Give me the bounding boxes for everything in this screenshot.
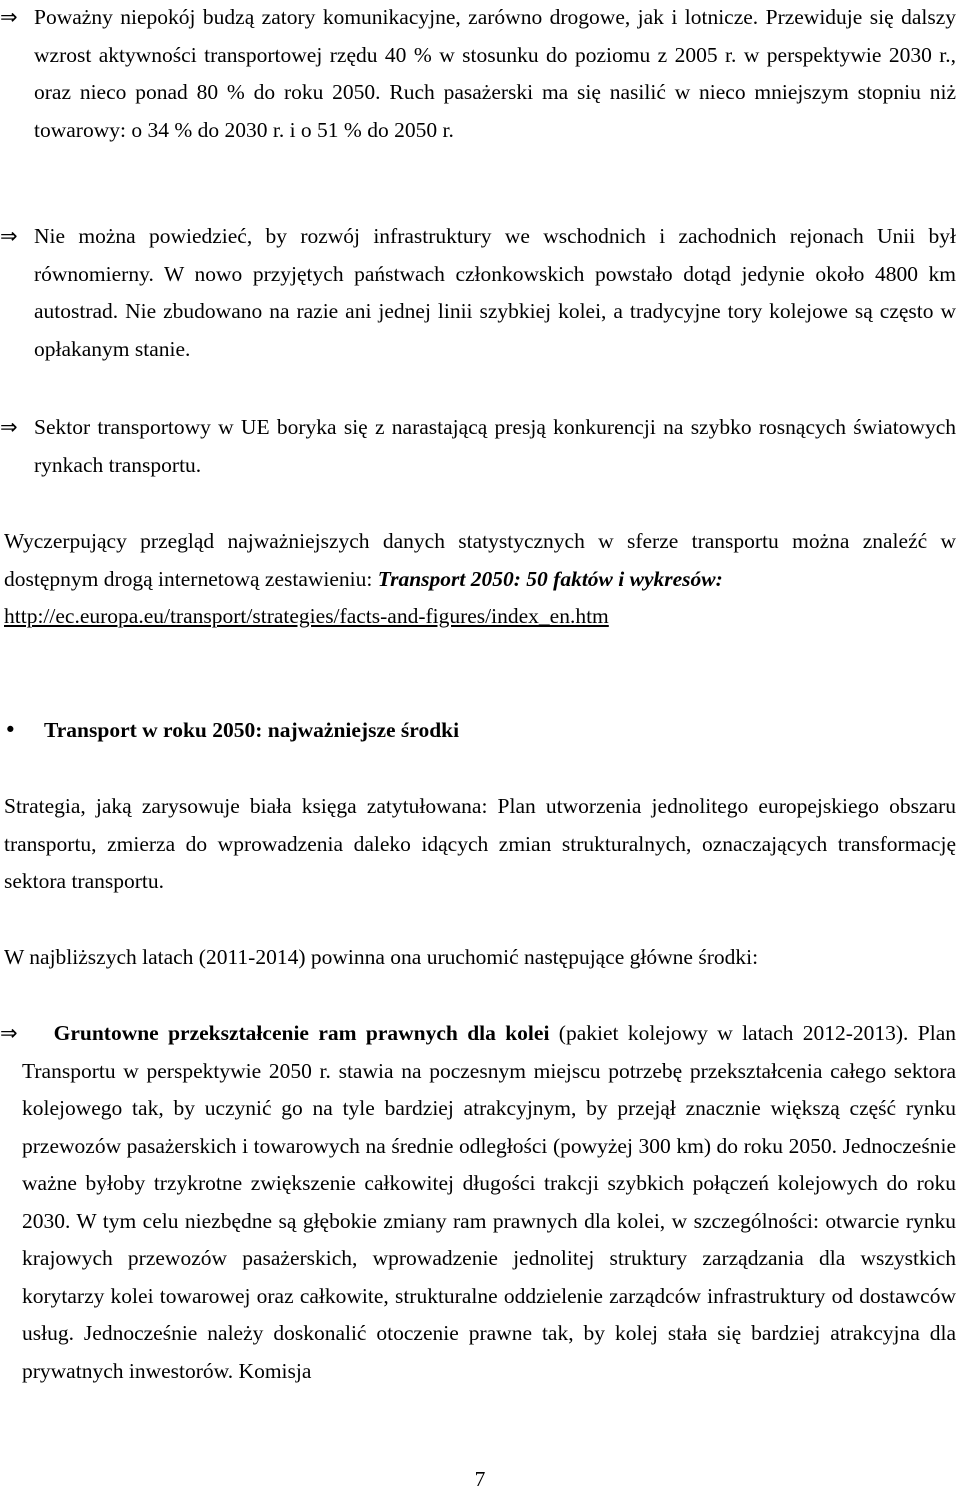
overview-paragraph xyxy=(4,523,956,636)
list-item-text: Sektor transportowy w UE boryka się z narastającą presją konkurencji na szybko rosnących światowych rynkach transportu. xyxy=(34,415,956,477)
arrow-list-item xyxy=(0,218,956,368)
right-double-arrow-icon: ⇒ xyxy=(0,224,18,248)
bullet-icon: • xyxy=(4,718,17,743)
right-double-arrow-icon: ⇒ xyxy=(0,1021,18,1045)
rail-measure-item xyxy=(0,1015,956,1390)
strategy-paragraph: Strategia, jaką zarysowuje biała księga zatytułowana: Plan utworzenia jednolitego europejskiego obszaru transportu, zmierza do wprowadzenia daleko idących zmian strukturalnych, oznaczających transformację sektora transportu. xyxy=(4,794,956,893)
right-double-arrow-icon: ⇒ xyxy=(0,5,18,29)
rail-measure-text: (pakiet kolejowy w latach 2012-2013). Plan Transportu w perspektywie 2050 r. stawia na poczesnym miejscu potrzebę przekształcenia całego sektora kolejowego tak, by uczynić go na tyle bardziej atrakcyjnym, by przejął znacznie większą część rynku przewozów pasażerskich i towarowych na średnie odległości (powyżej 300 km) do roku 2050. Jednocześnie ważne byłoby trzykrotne zwiększenie całkowitej długości trakcji szybkich połączeń kolejowych do roku 2030. W tym celu niezbędne są głębokie zmiany ram prawnych dla kolei, w szczególności: otwarcie rynku krajowych przewozów pasażerskich, wprowadzenie jednolitej struktury zarządzania dla wszystkich korytarzy kolei towarowej oraz całkowite, strukturalne oddzielenie zarządców infrastruktury od dostawców usług. Jednocześnie należy doskonalić otoczenie prawne tak, by kolej stała się bardziej atrakcyjna dla prywatnych inwestorów. Komisja xyxy=(22,1021,957,1383)
overview-title-emphasis: Transport 2050: 50 faktów i wykresów: xyxy=(377,566,723,591)
next-years-paragraph: W najbliższych latach (2011-2014) powinna ona uruchomić następujące główne środki: xyxy=(4,945,759,969)
rail-measure-title: Gruntowne przekształcenie ram prawnych dla kolei xyxy=(53,1021,550,1045)
list-item-text: Poważny niepokój budzą zatory komunikacyjne, zarówno drogowe, jak i lotnicze. Przewiduje się dalszy wzrost aktywności transportowej rzędu 40 % w stosunku do poziomu z 2005 r. w perspektywie 2030 r., oraz nieco ponad 80 % do roku 2050. Ruch pasażerski ma się nasilić w nieco mniejszym stopniu niż towarowy: o 34 % do 2030 r. i o 51 % do 2050 r. xyxy=(34,5,956,142)
overview-text: Wyczerpujący przegląd najważniejszych danych statystycznych w sferze transportu można znaleźć w dostępnym drogą internetową zestawieniu: xyxy=(4,529,956,591)
page-number: 7 xyxy=(474,1467,486,1491)
list-item-text: Nie można powiedzieć, by rozwój infrastruktury we wschodnich i zachodnich rejonach Unii był równomierny. W nowo przyjętych państwach członkowskich powstało dotąd jedynie około 4800 km autostrad. Nie zbudowano na razie ani jednej linii szybkiej kolei, a tradycyjne tory kolejowe są często w opłakanym stanie. xyxy=(34,224,956,361)
arrow-list-item xyxy=(0,409,956,484)
section-heading-text: Transport w roku 2050: najważniejsze środki xyxy=(44,718,460,742)
right-double-arrow-icon: ⇒ xyxy=(0,415,18,439)
rail-measure-body xyxy=(0,1015,957,1390)
facts-and-figures-link[interactable]: http://ec.europa.eu/transport/strategies/facts-and-figures/index_en.htm xyxy=(4,604,609,628)
arrow-list-item xyxy=(0,0,956,149)
